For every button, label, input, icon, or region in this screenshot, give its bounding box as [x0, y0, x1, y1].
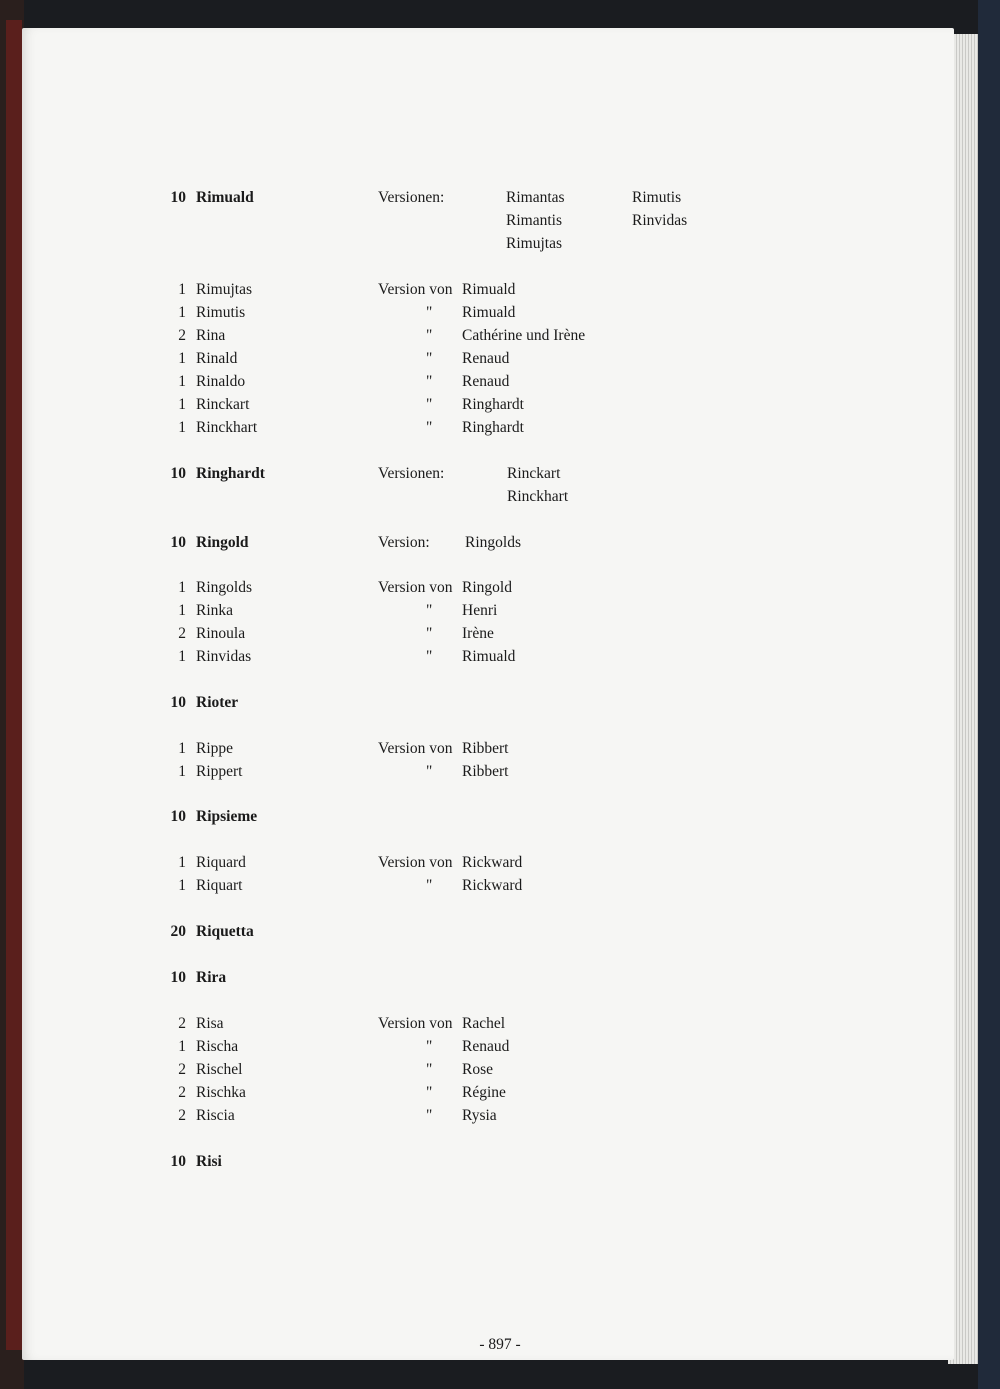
entry-version-label: Version von	[378, 1015, 453, 1032]
entry-name: Rinald	[196, 350, 238, 367]
entry-version-label: Versionen:	[378, 189, 445, 206]
entry-version-label: Version:	[378, 534, 430, 551]
entry-version-value: Renaud	[462, 1038, 510, 1055]
entry-name: Ringhardt	[196, 465, 265, 482]
entry-version-value: Rinckhart	[507, 488, 569, 505]
entry-count: 10	[170, 694, 186, 711]
entry-count: 10	[170, 534, 186, 551]
entry-version-value: Rimuald	[462, 304, 516, 321]
entry-name: Rinvidas	[196, 648, 252, 665]
entry-name: Rinka	[196, 602, 234, 619]
entry-version-value: Rose	[462, 1061, 493, 1078]
entry-name: Risa	[196, 1015, 224, 1032]
page-number: - 897 -	[479, 1336, 521, 1353]
entry-count: 1	[178, 1038, 186, 1055]
entry-count: 10	[170, 969, 186, 986]
entry-version-value: Ribbert	[462, 763, 509, 780]
entry-name: Rinoula	[196, 625, 246, 642]
entry-version-value: Henri	[462, 602, 498, 619]
entry-name: Rioter	[196, 694, 239, 711]
entry-version-value: Rinvidas	[632, 212, 688, 229]
entry-version-value: Ringhardt	[462, 419, 524, 436]
entry-name: Rinckart	[196, 396, 250, 413]
entry-version-value: Irène	[462, 625, 494, 642]
entry-version-value: Rimantis	[506, 212, 562, 229]
book-cover-edge	[6, 20, 22, 1350]
entry-count: 2	[178, 1084, 186, 1101]
entry-version-value: Ringolds	[465, 534, 521, 551]
entry-version-value: Ribbert	[462, 740, 509, 757]
entry-version-label: "	[426, 1084, 433, 1101]
entry-version-value: Régine	[462, 1084, 506, 1101]
entry-name: Rippe	[196, 740, 234, 757]
entry-name: Ringolds	[196, 579, 252, 596]
entry-version-value: Ringold	[462, 579, 512, 596]
entry-name: Rischka	[196, 1084, 246, 1101]
entry-version-value: Ringhardt	[462, 396, 524, 413]
entry-name: Rischel	[196, 1061, 243, 1078]
entry-name: Rira	[196, 969, 227, 986]
entry-version-label: Version von	[378, 579, 453, 596]
entry-count: 10	[170, 189, 186, 206]
entry-name: Rinckhart	[196, 419, 258, 436]
entry-count: 2	[178, 327, 186, 344]
entry-version-label: "	[426, 304, 433, 321]
entry-count: 1	[178, 281, 186, 298]
entry-count: 1	[178, 648, 186, 665]
entry-version-value: Rimuald	[462, 281, 516, 298]
entry-count: 20	[170, 923, 186, 940]
entry-name: Riquart	[196, 877, 243, 894]
entry-version-label: "	[426, 648, 433, 665]
entry-version-label: "	[426, 625, 433, 642]
entry-version-value: Cathérine und Irène	[462, 327, 586, 344]
entry-count: 2	[178, 1061, 186, 1078]
entry-name: Ringold	[196, 534, 249, 551]
entry-version-label: Versionen:	[378, 465, 445, 482]
entry-count: 2	[178, 1107, 186, 1124]
entry-version-value: Renaud	[462, 373, 510, 390]
entry-count: 1	[178, 877, 186, 894]
entry-version-value: Rinckart	[507, 465, 561, 482]
entry-version-label: "	[426, 327, 433, 344]
entry-name: Ripsieme	[196, 808, 258, 825]
entry-name: Riquard	[196, 854, 246, 871]
entry-version-value: Rachel	[462, 1015, 506, 1032]
entry-count: 10	[170, 808, 186, 825]
entry-version-value: Rimujtas	[506, 235, 562, 252]
entry-version-value: Rysia	[462, 1107, 497, 1124]
entry-count: 2	[178, 1015, 186, 1032]
entry-version-value: Rimutis	[632, 189, 682, 206]
entry-count: 1	[178, 854, 186, 871]
entry-count: 1	[178, 579, 186, 596]
entry-name: Riquetta	[196, 923, 254, 940]
entry-version-label: "	[426, 396, 433, 413]
entry-version-value: Renaud	[462, 350, 510, 367]
entry-version-value: Rimuald	[462, 648, 516, 665]
entry-name: Riscia	[196, 1107, 235, 1124]
entry-count: 10	[170, 465, 186, 482]
entry-version-value: Rimantas	[506, 189, 565, 206]
entry-count: 1	[178, 396, 186, 413]
entry-version-label: "	[426, 1107, 433, 1124]
entry-version-label: "	[426, 763, 433, 780]
entry-version-label: "	[426, 1038, 433, 1055]
entry-name: Rinaldo	[196, 373, 246, 390]
entry-version-label: "	[426, 419, 433, 436]
entry-count: 1	[178, 304, 186, 321]
entry-count: 1	[178, 740, 186, 757]
entry-name: Rimujtas	[196, 281, 252, 298]
entry-count: 1	[178, 419, 186, 436]
entry-name: Rina	[196, 327, 226, 344]
entry-version-value: Rickward	[462, 877, 523, 894]
entry-name: Rischa	[196, 1038, 239, 1055]
book-cover-right	[978, 0, 1000, 1389]
entry-count: 1	[178, 350, 186, 367]
entry-name: Rimuald	[196, 189, 254, 206]
entry-version-label: Version von	[378, 281, 453, 298]
entry-version-label: "	[426, 373, 433, 390]
entry-name: Rimutis	[196, 304, 246, 321]
entry-count: 2	[178, 625, 186, 642]
entry-name: Risi	[196, 1153, 222, 1170]
entry-version-label: "	[426, 602, 433, 619]
entry-version-label: "	[426, 350, 433, 367]
entry-version-label: Version von	[378, 854, 453, 871]
entry-count: 1	[178, 373, 186, 390]
entry-count: 1	[178, 763, 186, 780]
entry-version-value: Rickward	[462, 854, 523, 871]
entry-count: 10	[170, 1153, 186, 1170]
entry-version-label: Version von	[378, 740, 453, 757]
entry-count: 1	[178, 602, 186, 619]
entry-name: Rippert	[196, 763, 243, 780]
entry-version-label: "	[426, 1061, 433, 1078]
entry-version-label: "	[426, 877, 433, 894]
